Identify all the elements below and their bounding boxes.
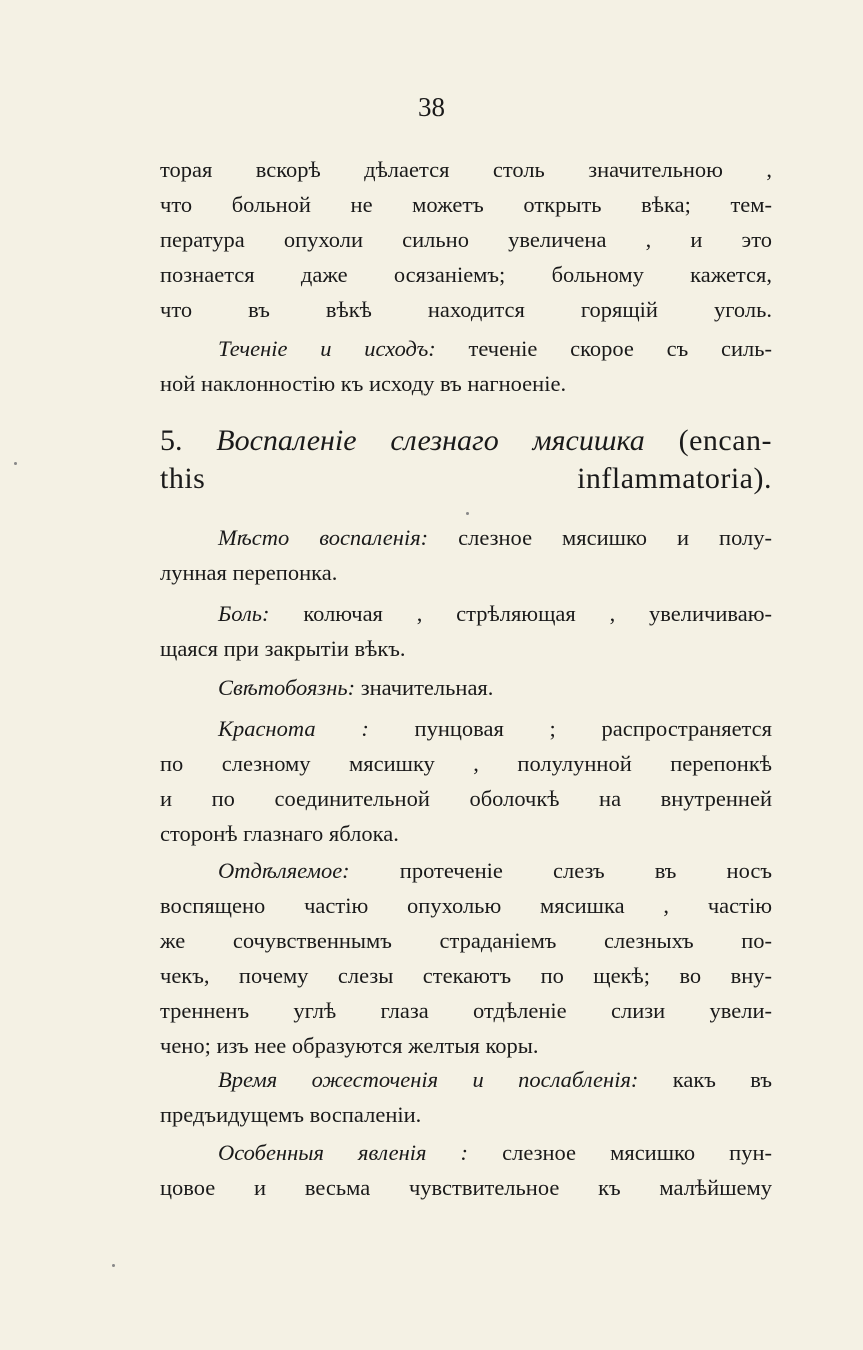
text-segment: слезное мясишко пун- (468, 1140, 772, 1165)
term-label: Свѣтобоязнь: (218, 675, 356, 700)
paper-speck (112, 1264, 115, 1267)
text-line: воспящено частію опухолью мясишка , частію (160, 893, 772, 918)
text-line: по слезному мясишку , полулунной перепонкѣ (160, 751, 772, 776)
text-segment: какъ въ (638, 1067, 773, 1092)
text-segment: протеченіе слезъ въ носъ (349, 858, 772, 883)
section-pain (160, 596, 772, 666)
text-line: что больной не можетъ открыть вѣка; тем- (160, 192, 772, 217)
text-line: чекъ, почему слезы стекаютъ по щекѣ; во вну- (160, 963, 772, 988)
page-number: 38 (418, 92, 445, 122)
section-time (160, 1062, 772, 1132)
term-label: Теченіе и исходъ: (218, 336, 436, 361)
text-segment: значительная. (355, 675, 494, 700)
latin-term: (encan- (678, 424, 773, 457)
text-line: и по соединительной оболочкѣ на внутренней (160, 786, 772, 811)
paragraph-course (160, 331, 772, 401)
section-heading (160, 422, 772, 498)
term-label: Отдѣляемое: (218, 858, 350, 883)
term-label: Краснота : (218, 716, 369, 741)
section-photophobia (160, 670, 772, 705)
text-line: предъидущемъ воспаленіи. (160, 1102, 422, 1127)
term-label: Время ожесточенія и послабленія: (218, 1067, 639, 1092)
section-number: 5. (160, 424, 183, 457)
text-line: щаяся при закрытіи вѣкъ. (160, 636, 406, 661)
text-line: что въ вѣкѣ находится горящій уголь. (160, 297, 772, 322)
section-redness (160, 711, 772, 851)
text-line: сторонѣ глазнаго яблока. (160, 821, 399, 846)
section-discharge (160, 853, 772, 1063)
paragraph-continuation (160, 152, 772, 327)
text-line: ной наклонностію къ исходу въ нагноеніе. (160, 371, 567, 396)
section-title: Воспаленіе слезнаго мясишка (216, 424, 645, 457)
paper-speck (14, 462, 17, 465)
text-line: чено; изъ нее образуются желтыя коры. (160, 1033, 539, 1058)
text-segment: пунцовая ; распространяется (368, 716, 772, 741)
latin-term: this inflammatoria). (160, 462, 772, 495)
term-label: Мѣсто воспаленія: (218, 525, 429, 550)
text-line: же сочувственнымъ страданіемъ слезныхъ по- (160, 928, 772, 953)
term-label: Боль: (218, 601, 270, 626)
text-line: познается даже осязаніемъ; больному кажется, (160, 262, 772, 287)
term-label: Особенныя явленія : (218, 1140, 469, 1165)
text-segment: колючая , стрѣляющая , увеличиваю- (269, 601, 772, 626)
paper-speck (466, 512, 469, 515)
text-line: пература опухоли сильно увеличена , и это (160, 227, 772, 252)
section-place (160, 520, 772, 590)
text-line: тренненъ углѣ глаза отдѣленіе слизи увели- (160, 998, 772, 1023)
text-segment: слезное мясишко и полу- (428, 525, 772, 550)
text-segment: теченіе скорое съ силь- (435, 336, 772, 361)
text-line: цовое и весьма чувствительное къ малѣйшему (160, 1175, 772, 1200)
text-line: торая вскорѣ дѣлается столь значительною , (160, 157, 772, 182)
section-special (160, 1135, 772, 1205)
text-line: лунная перепонка. (160, 560, 338, 585)
